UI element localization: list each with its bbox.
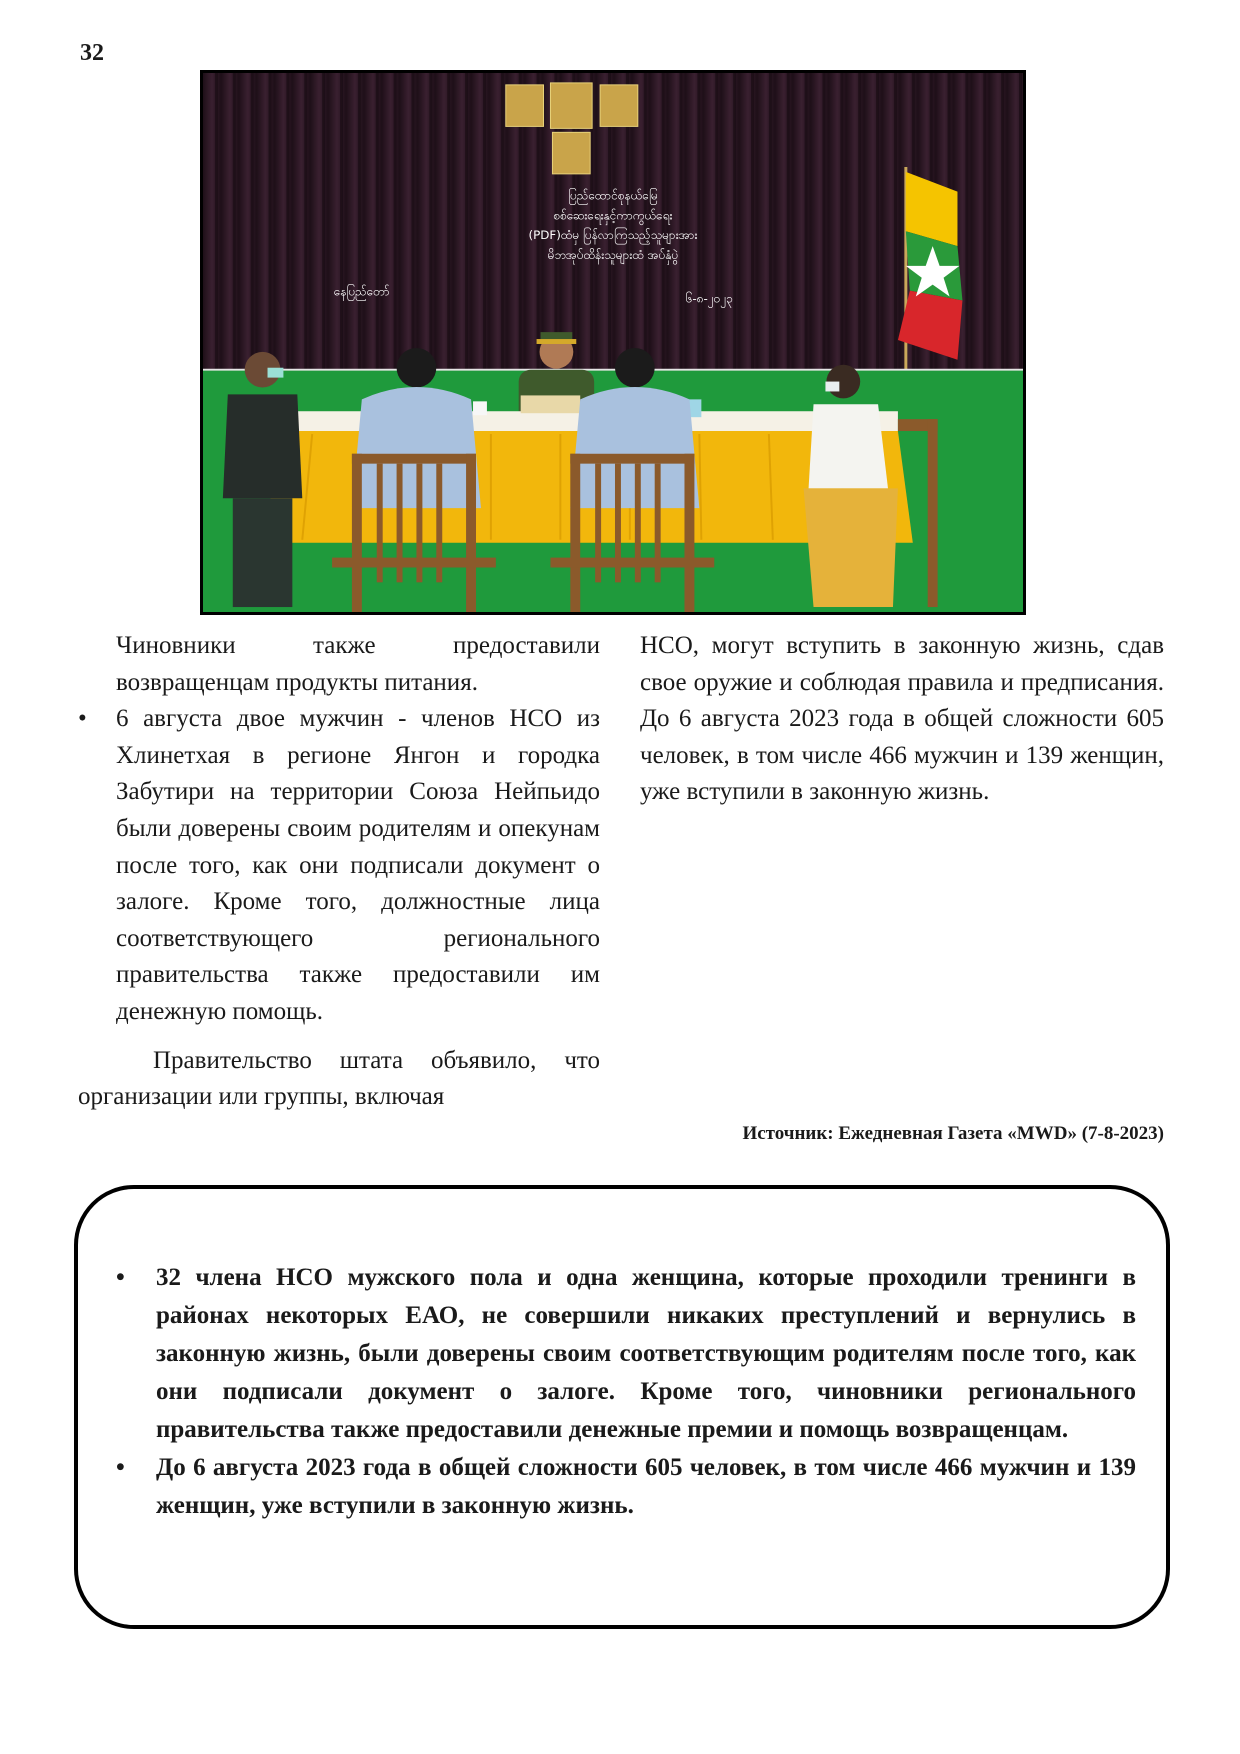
bullet-item <box>78 701 600 1030</box>
source-citation: Источник: Ежедневная Газета «MWD» (7-8-2023) <box>742 1123 1164 1144</box>
ceremony-photo-illustration <box>203 73 1023 612</box>
sign-line-1: ပြည်ထောင်စုနယ်မြေ <box>568 188 658 203</box>
bullet-paragraph: 6 августа двое мужчин - членов НСО из Хлинетхая в регионе Янгон и городка Забутири на территории Союза Нейпьидо были доверены своим родителям и опекунам после того, как они подписали документ о залоге. Кроме того, должностные лица соответствующего регионального правительства также предоставили им денежную помощь. <box>116 705 600 1025</box>
summary-item-text: 32 члена НСО мужского пола и одна женщина, которые проходили тренинги в районах некоторых ЕАО, не совершили никаких преступлений и вернулись в законную жизнь, были доверены своим соответствующим родителям после того, как они подписали документ о залоге. Кроме того, чиновники регионального правительства также предоставили денежные премии и помощь возвращенцам. <box>156 1264 1136 1443</box>
bullet-icon: • <box>116 1454 125 1481</box>
sign-line-4: မိဘအုပ်ထိန်းသူများထံ အပ်နှံပွဲ <box>547 247 679 262</box>
right-column <box>640 628 1164 811</box>
intro-paragraph: Чиновники также предоставили возвращенцам продукты питания. <box>116 632 600 696</box>
government-paragraph: Правительство штата объявило, что организации или группы, включая <box>78 1046 600 1111</box>
summary-item <box>98 1449 1136 1525</box>
sign-date: ၆-၈-၂၀၂၃ <box>685 291 733 306</box>
continuation-paragraph: НСО, могут вступить в законную жизнь, сдав свое оружие и соблюдая правила и предписания. До 6 августа 2023 года в общей сложности 605 человек, в том числе 466 мужчин и 139 женщин, уже вступили в законную жизнь. <box>640 632 1164 806</box>
bullet-icon: • <box>78 705 87 733</box>
sign-line-3: (PDF)ထံမှ ပြန်လာကြသည့်သူများအား <box>528 228 698 243</box>
summary-list <box>98 1259 1136 1525</box>
sign-line-2: စစ်ဆေးရေးနှင့်ကာကွယ်ရေး <box>553 208 673 223</box>
summary-item <box>98 1259 1136 1449</box>
page-number: 32 <box>80 40 104 66</box>
ceremony-photo <box>200 70 1026 615</box>
summary-box <box>74 1185 1170 1629</box>
summary-item-text: До 6 августа 2023 года в общей сложности 605 человек, в том числе 466 мужчин и 139 женщин, уже вступили в законную жизнь. <box>156 1454 1136 1519</box>
left-column <box>78 628 600 1116</box>
bullet-icon: • <box>116 1264 125 1291</box>
sign-location: နေပြည်တော် <box>333 284 390 299</box>
